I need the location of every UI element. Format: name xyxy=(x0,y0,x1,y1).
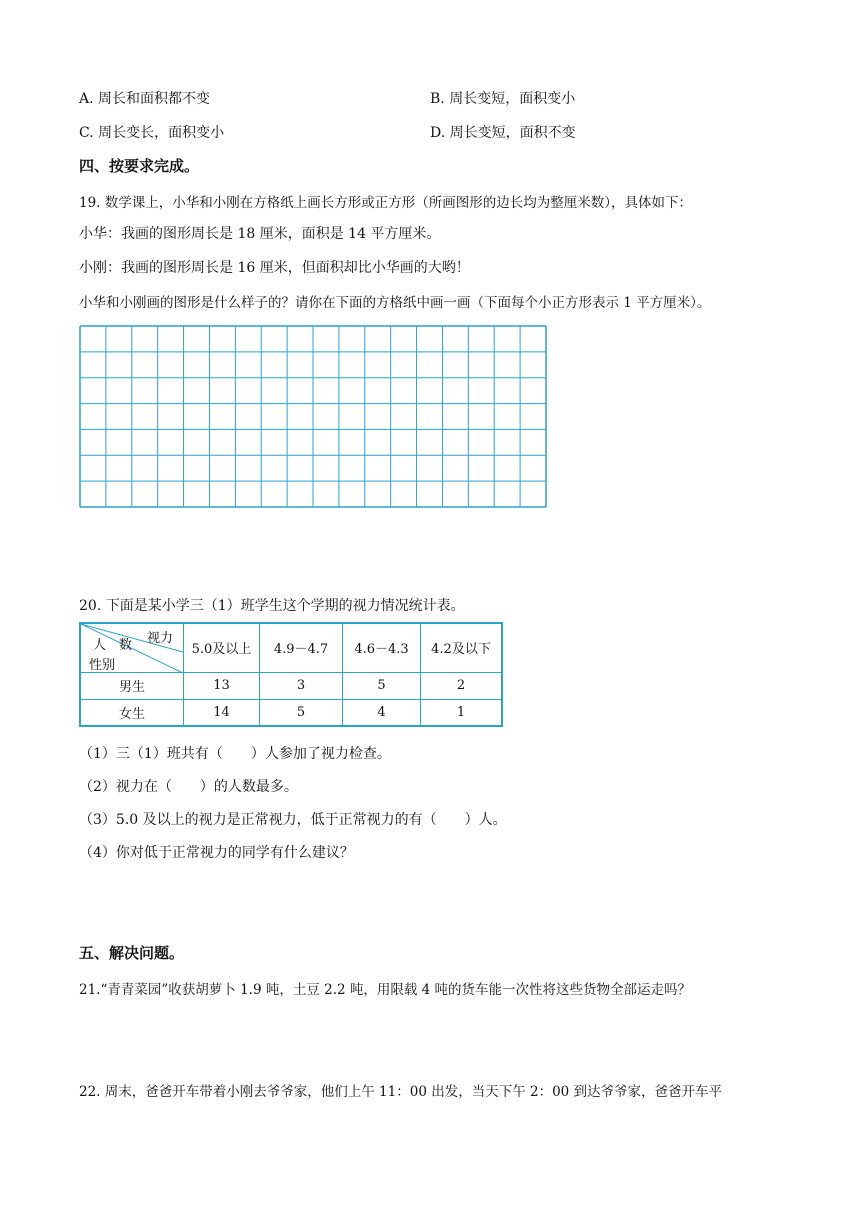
q19-line3: 小华和小刚画的图形是什么样子的？请你在下面的方格纸中画一画（下面每个小正方形表示 1 平方厘米）。 xyxy=(79,295,711,311)
grid-paper xyxy=(79,325,549,509)
table-row xyxy=(80,699,502,726)
table-cell: 13 xyxy=(184,672,260,699)
table-cell: 5 xyxy=(260,699,343,726)
table-cell: 3 xyxy=(260,672,343,699)
option-b: B. 周长变短，面积变小 xyxy=(430,91,576,107)
section-5-title: 五、解决问题。 xyxy=(79,944,185,962)
q19-line2: 小刚：我画的图形周长是 16 厘米，但面积却比小华画的大哟！ xyxy=(79,260,470,276)
table-row xyxy=(80,672,502,699)
q20-sub3: （3）5.0 及以上的视力是正常视力，低于正常视力的有（ ）人。 xyxy=(79,812,507,828)
q21-text: 21.“青青菜园”收获胡萝卜 1.9 吨，土豆 2.2 吨，用限载 4 吨的货车能一次性将这些货物全部运走吗？ xyxy=(79,982,692,998)
table-cell: 4 xyxy=(343,699,421,726)
column-header: 4.9－4.7 xyxy=(260,623,343,672)
vision-table xyxy=(79,622,503,727)
q20-sub1: （1）三（1）班共有（ ）人参加了视力检查。 xyxy=(79,746,391,762)
row-label: 女生 xyxy=(80,699,184,726)
column-header: 4.6－4.3 xyxy=(343,623,421,672)
table-cell: 2 xyxy=(421,672,503,699)
row-label: 男生 xyxy=(80,672,184,699)
q20-stem: 20. 下面是某小学三（1）班学生这个学期的视力情况统计表。 xyxy=(79,598,465,614)
table-cell: 1 xyxy=(421,699,503,726)
table-cell: 5 xyxy=(343,672,421,699)
q20-sub4: （4）你对低于正常视力的同学有什么建议？ xyxy=(79,845,354,861)
corner-label-count: 人 数 xyxy=(93,638,133,653)
corner-label-vision: 视力 xyxy=(147,631,174,646)
q19-line1: 小华：我画的图形周长是 18 厘米，面积是 14 平方厘米。 xyxy=(79,226,441,242)
option-d: D. 周长变短，面积不变 xyxy=(430,125,576,141)
table-cell: 14 xyxy=(184,699,260,726)
section-4-title: 四、按要求完成。 xyxy=(79,157,200,175)
option-a: A. 周长和面积都不变 xyxy=(79,91,211,107)
q20-sub2: （2）视力在（ ）的人数最多。 xyxy=(79,779,298,795)
column-header: 5.0及以上 xyxy=(184,623,260,672)
option-c: C. 周长变长，面积变小 xyxy=(79,125,225,141)
q22-text: 22. 周末，爸爸开车带着小刚去爷爷家，他们上午 11：00 出发，当天下午 2：00 到达爷爷家，爸爸开车平 xyxy=(79,1084,723,1100)
q19-stem: 19. 数学课上，小华和小刚在方格纸上画长方形或正方形（所画图形的边长均为整厘米数），具体如下： xyxy=(79,195,693,211)
table-corner-header xyxy=(80,623,184,672)
column-header: 4.2及以下 xyxy=(421,623,503,672)
corner-label-gender: 性别 xyxy=(89,658,116,673)
